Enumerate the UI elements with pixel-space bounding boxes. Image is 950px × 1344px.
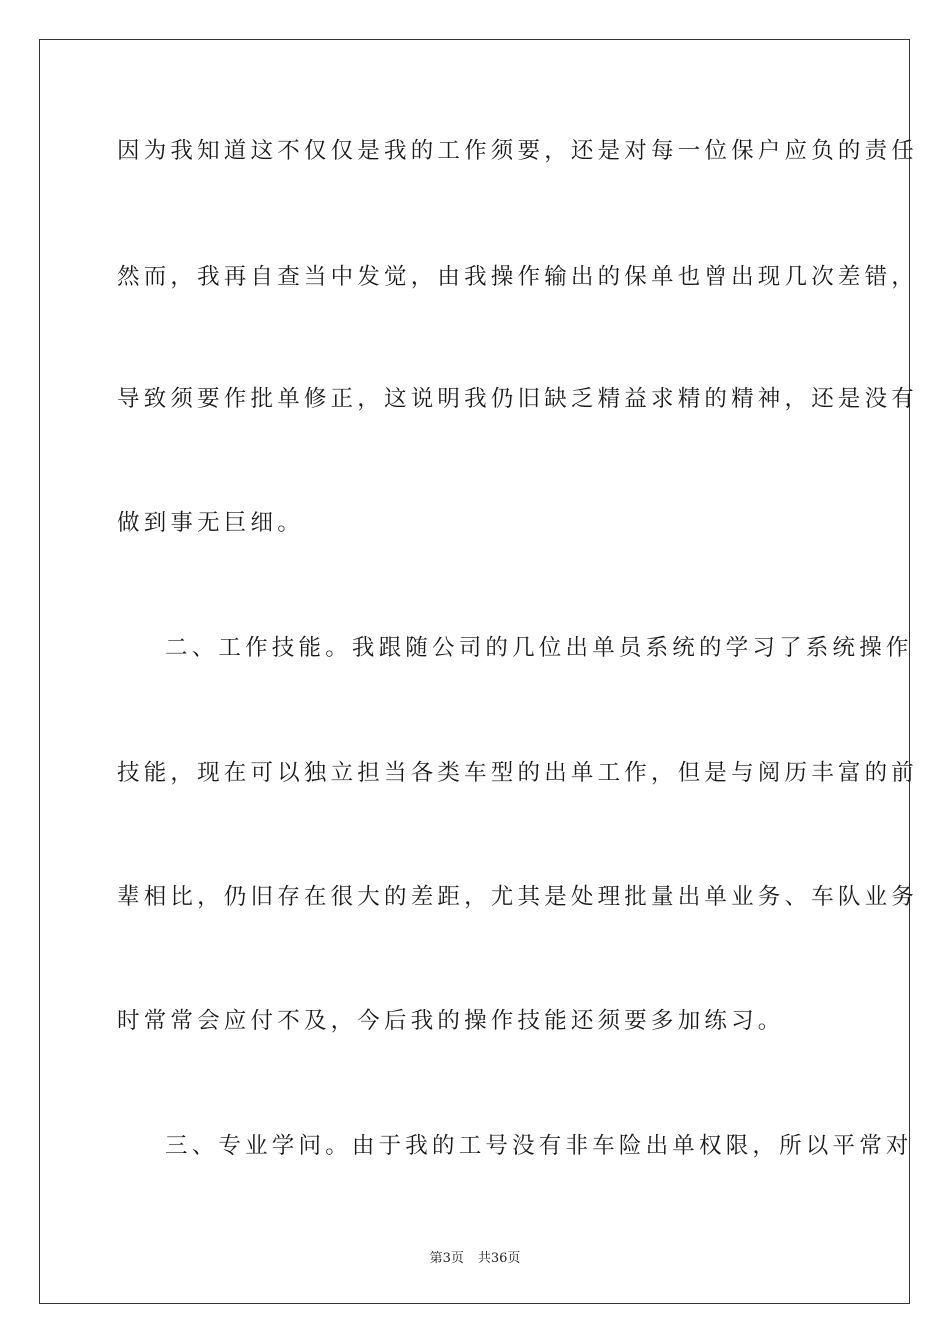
page-footer <box>0 1247 950 1266</box>
section-heading-line: 三、专业学问。由于我的工号没有非车险出单权限，所以平常对 <box>165 1133 913 1159</box>
page-number: 第3页 <box>429 1251 464 1266</box>
body-text-line: 辈相比，仍旧存在很大的差距，尤其是处理批量出单业务、车队业务 <box>117 884 919 910</box>
page-total: 共36页 <box>477 1251 521 1266</box>
body-text-line: 时常常会应付不及，今后我的操作技能还须要多加练习。 <box>117 1008 785 1034</box>
body-text-line: 做到事无巨细。 <box>117 510 304 536</box>
body-text-line: 因为我知道这不仅仅是我的工作须要，还是对每一位保户应负的责任 <box>117 138 919 164</box>
body-text-line: 导致须要作批单修正，这说明我仍旧缺乏精益求精的精神，还是没有 <box>117 386 919 412</box>
body-text-line: 然而，我再自查当中发觉，由我操作输出的保单也曾出现几次差错， <box>117 264 919 290</box>
body-text-line: 技能，现在可以独立担当各类车型的出单工作，但是与阅历丰富的前 <box>117 760 919 786</box>
page-border <box>39 39 919 1304</box>
section-heading-line: 二、工作技能。我跟随公司的几位出单员系统的学习了系统操作 <box>165 635 913 661</box>
